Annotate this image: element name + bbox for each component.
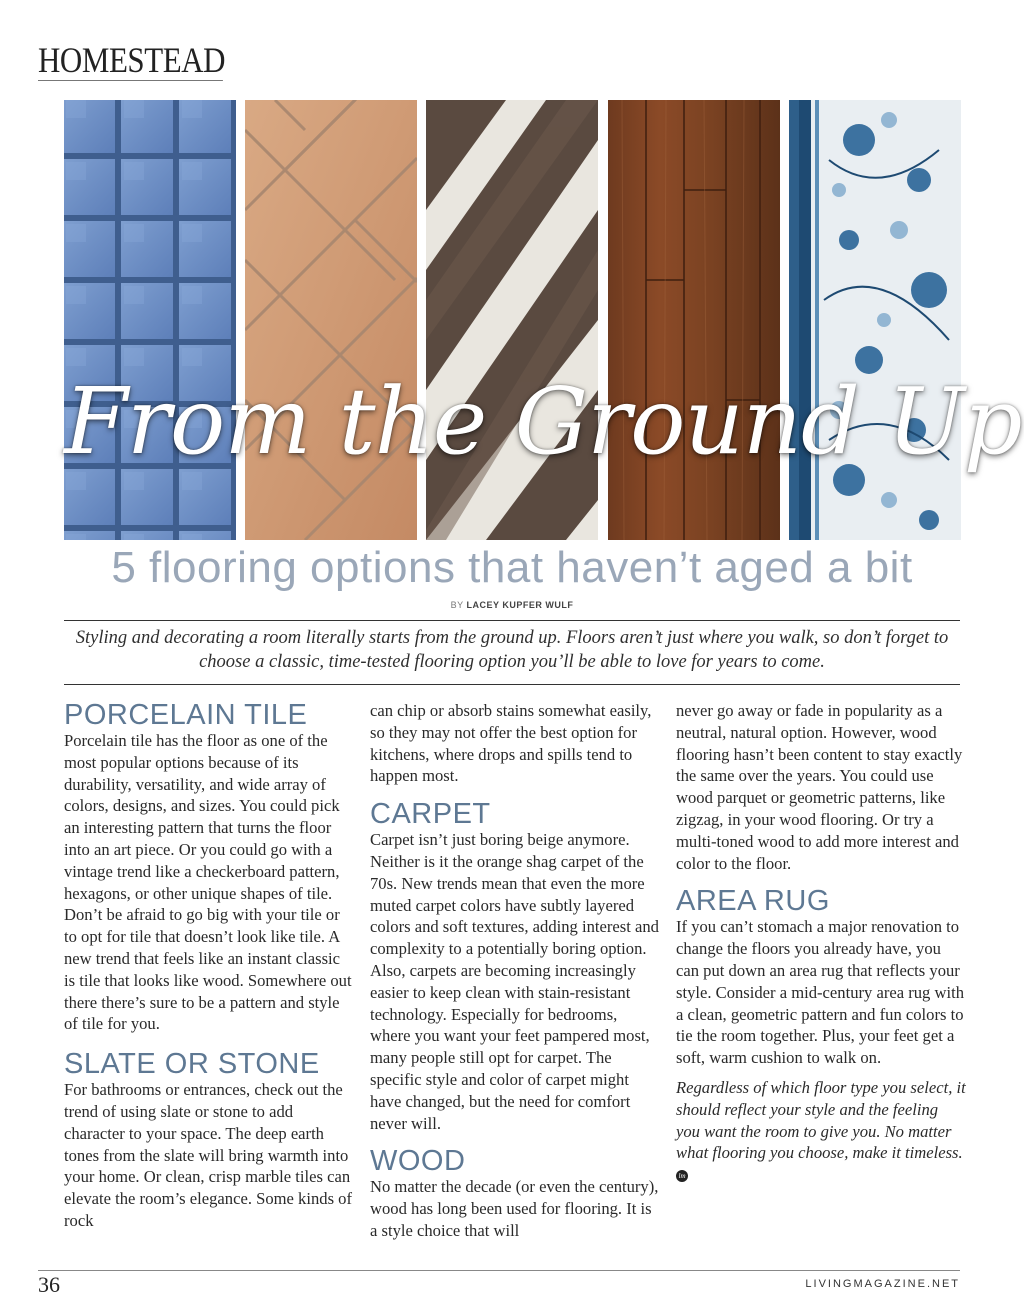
body-wood: No matter the decade (or even the century), wood has long been used for flooring. It is a style choice that will [370,1177,659,1240]
body-porcelain-tile: Porcelain tile has the floor as one of the most popular options because of its durability, versatility, and wide array of colors, designs, and sizes. You could pick an interesting pattern that turns the floor into an art piece. Or you could go with a vintage trend like a checkerboard pattern, hexagons, or other unique shapes of tile. Don’t be afraid to go big with your tile or to opt for tile that doesn’t look like tile. A new trend that feels like an instant classic is tile that looks like wood. Somewhere out there there’s sure to be a pattern and style of tile for you. [64,731,352,1034]
heading-porcelain-tile: PORCELAIN TILE [64,699,308,731]
body-slate-or-stone: For bathrooms or entrances, check out the trend of using slate or stone to add character to your space. The deep earth tones from the slate will bring warmth into your home. Or clean, crisp marble tiles can elevate the room’s elegance. Some kinds of rock [64,1080,352,1230]
intro-deck: Styling and decorating a room literally starts from the ground up. Floors aren’t just where you walk, so don’t forget to choose a classic, time-tested flooring option you’ll be able to love for years to come. [75,628,949,672]
closing-paragraph [676,1077,966,1186]
body-slate-continued: can chip or absorb stains somewhat easily, so they may not offer the best option for kitchens, where drops and spills tend to happen most. [370,701,652,786]
article-subtitle: 5 flooring options that haven’t aged a bit [111,543,913,592]
heading-carpet: CARPET [370,798,491,831]
column-2 [370,700,660,1242]
body-area-rug: If you can’t stomach a major renovation to change the floors you already have, you can put down an area rug that reflects your style. Consider a mid-century area rug with a clean, geometric pattern and fun colors to tie the room together. Plus, your feet get a soft, warm cushion to walk on. [676,917,965,1068]
body-wood-continued: never go away or fade in popularity as a neutral, natural option. However, wood flooring hasn’t been content to stay exactly the same over the years. You could use wood parquet or geometric patterns, like zigzag, in your wood flooring. Or try a multi-toned wood to add more interest and color to the floor. [676,701,963,873]
heading-wood: WOOD [370,1145,466,1178]
end-mark-icon: lm [676,1170,688,1182]
body-carpet: Carpet isn’t just boring beige anymore. Neither is it the orange shag carpet of the 70s. New trends mean that even the more muted carpet colors have subtly layered colors and soft textures, adding interest and complexity to a potentially boring option. Also, carpets are becoming increasingly easier to keep clean with stain-resistant technology. Especially for bedrooms, where you want your feet pampered most, many people still opt for carpet. The specific style and color of carpet might have changed, but the need for comfort never will. [370,830,659,1133]
byline [0,600,1024,610]
site-url: LIVINGMAGAZINE.NET [805,1278,960,1290]
byline-prefix: BY [450,600,464,610]
heading-slate-or-stone: SLATE OR STONE [64,1048,320,1081]
column-1 [64,700,354,1232]
footer-rule [38,1270,960,1271]
heading-area-rug: AREA RUG [676,885,830,918]
intro-bottom-rule [64,684,960,685]
byline-author: LACEY KUPFER WULF [466,600,574,610]
closing-text: Regardless of which floor type you select, it should reflect your style and the feeling you want the room to give you. No matter what flooring you choose, make it timeless. [676,1077,966,1163]
intro-top-rule [64,620,960,621]
section-label: HOMESTEAD [38,40,226,80]
column-3 [676,700,966,1186]
hero-title: From the Ground Up [64,368,1022,475]
page-number: 36 [38,1272,60,1297]
